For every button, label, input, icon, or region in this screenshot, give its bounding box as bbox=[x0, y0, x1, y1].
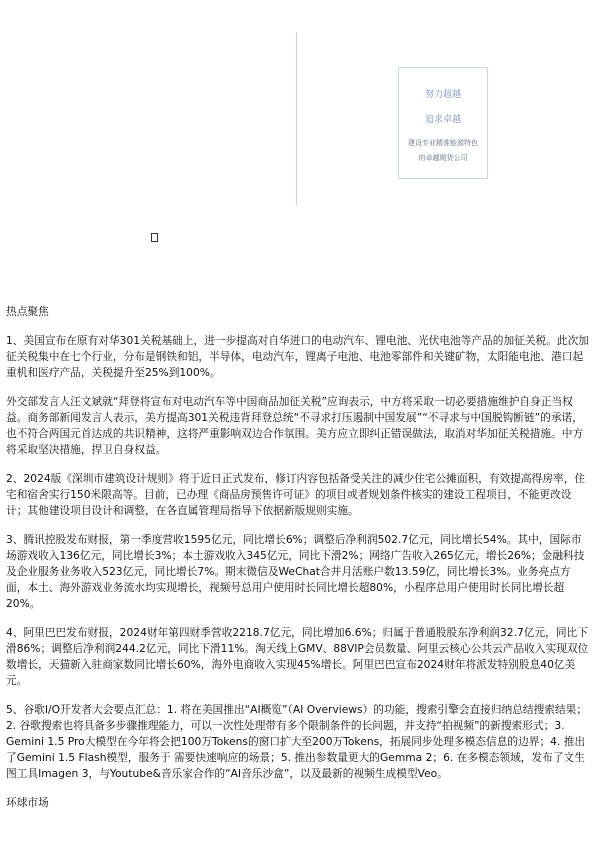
logo-slogan-2: 追求卓越 bbox=[424, 115, 461, 125]
paragraph-1: 1、美国宣布在原有对华301关税基础上，进一步提高对自华进口的电动汽车、锂电池、光伏电池等产品的加征关税。此次加征关税集中在七个行业，分布是钢铁和铝，半导体，电动汽车，锂离子电池、电池零部件和关键矿物，太阳能电池、港口起重机和医疗产品，关税提升至25%到100%。 bbox=[6, 334, 589, 379]
header-divider bbox=[296, 32, 297, 206]
paragraph-2: 外交部发言人汪文斌就“拜登将宣布对电动汽车等中国商品加征关税”应询表示，中方将采取一切必要措施维护自身正当权益。商务部新闻发言人表示，美方提高301关税违背拜登总统“不寻求打压遏制中国发展”“不寻求与中国脱钩断链”的承诺，也不符合两国元首达成的共识精神，这将严重影响双边合作氛围。美方应立即纠正错误做法，取消对华加征关税措施。中方将采取坚决措施，捍卫自身权益。 bbox=[6, 395, 584, 456]
logo-tagline: 建设专业精准能源特色的卓越期货公司 bbox=[408, 139, 478, 162]
logo-slogan-1: 努力超越 bbox=[424, 90, 461, 100]
placeholder-glyph-icon bbox=[151, 233, 158, 242]
paragraph-4: 3、腾讯控股发布财报，第一季度营收1595亿元，同比增长6%；调整后净利润502.7亿元，同比增长54%。其中，国际市场游戏收入136亿元，同比增长3%；本土游戏收入345亿元，同比下滑2%；网络广告收入265亿元，增长26%；金融科技及企业服务业务收入523亿元，同比增长7%。期末微信及WeChat合并月活账户数13.59亿，同比增长3%。业务亮点方面，本土、海外游戏业务流水均实现增长，视频号总用户使用时长同比增长超80%，小程序总用户使用时长同比增长超20%。 bbox=[6, 533, 585, 610]
section-title-hot-topics: 热点聚焦 bbox=[6, 305, 49, 318]
paragraph-6: 5、谷歌I/O开发者大会要点汇总：1. 将在美国推出“AI概览”（AI Overviews）的功能，搜索引擎会直接归纳总结搜索结果；2. 谷歌搜索也将具备多步骤推理能力，可以一次性处理带有多个限制条件的长问题，并支持“拍视频”的新搜索形式；3. Gemini 1.5 Pro大模型在今年将会把100万Tokens的窗口扩大至200万Tokens，拓展同步处理多模态信息的边界；4. 推出了Gemini 1.5 Flash模型，服务于 需要快速响应的场景；5. 推出参数量更大的Gemma 2；6. 在多模态领域，发布了文生图工具Imagen 3，与Youtube&音乐家合作的“AI音乐沙盒”，以及最新的视频生成模型Veo。 bbox=[6, 703, 588, 780]
document-body bbox=[6, 304, 590, 824]
section-title-global-markets: 环球市场 bbox=[6, 796, 49, 809]
company-logo bbox=[398, 67, 488, 179]
paragraph-3: 2、2024版《深圳市建筑设计规则》将于近日正式发布，修订内容包括备受关注的减少住宅公摊面积，有效提高得房率，住宅和宿舍实行150米限高等。目前，已办理《商品房预售许可证》的项目或者规划条件核实的建设工程项目，不能更改设计；其他建设项目设计和调整，在各直属管理局指导下依据新版规则实施。 bbox=[6, 472, 586, 517]
paragraph-5: 4、阿里巴巴发布财报，2024财年第四财季营收2218.7亿元，同比增加6.6%；归属于普通股股东净利润32.7亿元，同比下滑86%；调整后净利润244.2亿元，同比下滑11%。淘天线上GMV、88VIP会员数量、阿里云核心公共云产品收入实现双位数增长，天猫新入驻商家数同比增长60%，海外电商收入实现45%增长。阿里巴巴宣布2024财年将派发特别股息40亿美元。 bbox=[6, 626, 589, 687]
